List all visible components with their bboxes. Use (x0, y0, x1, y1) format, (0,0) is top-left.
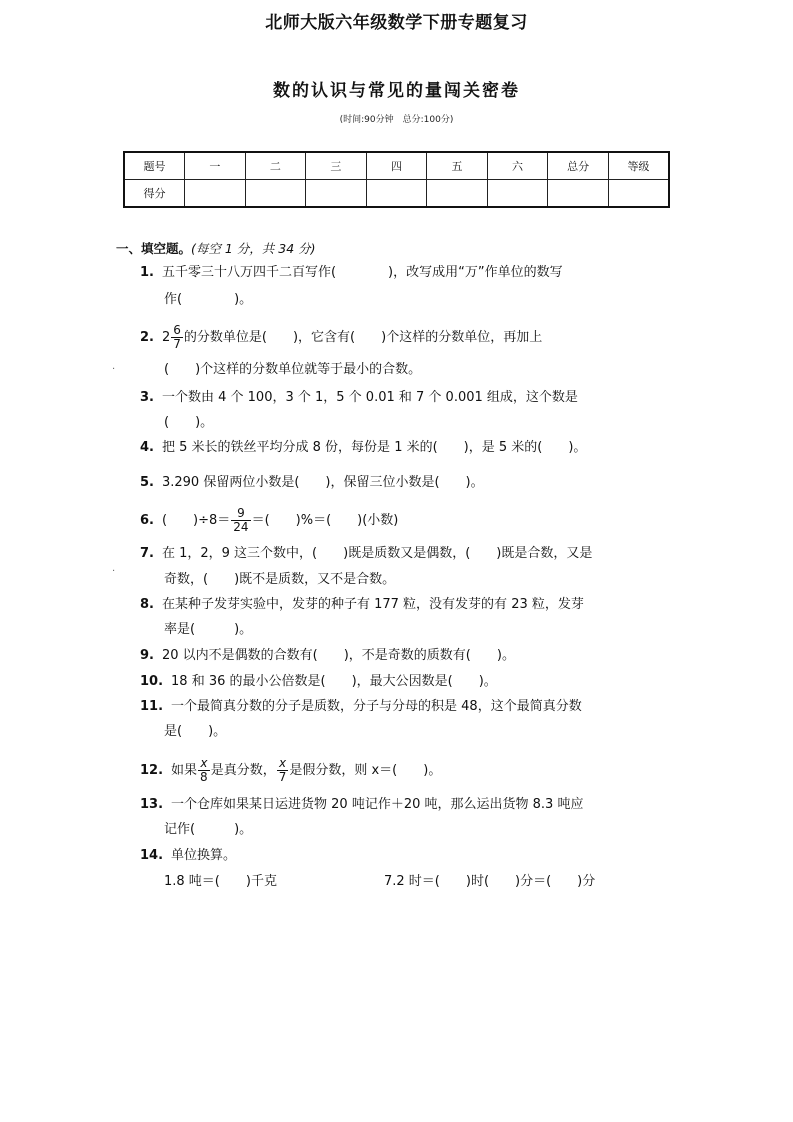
section-note: (每空 1 分，共 34 分) (191, 241, 316, 256)
fraction-numerator: 6 (173, 323, 181, 337)
score-cell: 总分 (548, 152, 609, 180)
question-7 (140, 543, 592, 564)
question-number: 6. (140, 513, 154, 528)
fraction-numerator: x (277, 757, 289, 771)
question-text: 一个仓库如果某日运进货物 20 吨记作＋20 吨，那么运出货物 8.3 吨应 (171, 797, 584, 812)
question-text: 是假分数，则 x＝( )。 (289, 763, 442, 778)
margin-mark: · (112, 364, 116, 375)
question-1 (140, 262, 563, 283)
question-11 (140, 696, 582, 717)
score-input-cell[interactable] (427, 180, 488, 208)
question-1-line2 (164, 289, 252, 310)
score-table-header-row (124, 152, 669, 180)
score-cell: 三 (306, 152, 367, 180)
score-input-cell[interactable] (608, 180, 669, 208)
question-number: 11. (140, 699, 164, 714)
question-5 (140, 472, 484, 493)
fraction-denominator: 24 (233, 520, 249, 534)
question-text: ( )个这样的分数单位就等于最小的合数。 (164, 362, 422, 377)
question-number: 12. (140, 763, 164, 778)
score-row-label: 得分 (124, 180, 185, 208)
question-text: 是真分数， (210, 763, 276, 778)
question-3 (140, 387, 578, 408)
question-text: 7.2 时＝( )时( )分＝( )分 (384, 874, 596, 889)
question-text: 五千零三十八万四千二百写作( )，改写成用“万”作单位的数写 (161, 265, 563, 280)
document-header-title: 北师大版六年级数学下册专题复习 (265, 13, 528, 33)
mixed-number-whole: 2 (161, 330, 171, 345)
fraction-denominator: 8 (200, 770, 208, 784)
section-title-text: 一、填空题。 (116, 241, 192, 256)
question-text: 一个最简真分数的分子是质数，分子与分母的积是 48，这个最简真分数 (171, 699, 582, 714)
question-text: 18 和 36 的最小公倍数是( )，最大公因数是( )。 (171, 674, 497, 689)
question-number: 10. (140, 674, 164, 689)
fraction (231, 507, 250, 534)
question-11-line2 (164, 721, 226, 742)
score-cell: 四 (366, 152, 427, 180)
question-number: 8. (140, 597, 154, 612)
question-number: 4. (140, 440, 154, 455)
score-cell: 五 (427, 152, 488, 180)
fraction-numerator: 9 (231, 507, 250, 521)
question-8-line2 (164, 619, 252, 640)
question-text: ＝( )%＝( )(小数) (251, 513, 399, 528)
section-title (116, 239, 316, 257)
fraction (277, 757, 289, 784)
time-info: (时间:90分钟 总分:100分) (339, 115, 454, 125)
question-number: 1. (140, 265, 154, 280)
question-13-line2 (164, 819, 252, 840)
question-number: 3. (140, 390, 154, 405)
fraction-denominator: 7 (173, 337, 181, 351)
question-text: 在 1，2，9 这三个数中，( )既是质数又是偶数，( )既是合数，又是 (161, 546, 593, 561)
question-7-line2 (164, 569, 395, 590)
question-number: 7. (140, 546, 154, 561)
score-cell: 一 (185, 152, 246, 180)
question-text: ( )÷8＝ (161, 513, 231, 528)
question-text: 如果 (171, 763, 198, 778)
question-3-line2 (164, 412, 213, 433)
question-text: ( )。 (164, 415, 214, 430)
question-text: 一个数由 4 个 100，3 个 1，5 个 0.01 和 7 个 0.001 组成，这个数是 (161, 390, 578, 405)
question-6 (140, 507, 398, 534)
score-cell: 六 (487, 152, 548, 180)
fraction-denominator: 7 (278, 770, 287, 784)
score-input-cell[interactable] (487, 180, 548, 208)
fraction (198, 757, 210, 784)
question-12 (140, 757, 441, 784)
score-cell: 题号 (124, 152, 185, 180)
question-number: 14. (140, 848, 164, 863)
question-text: 记作( )。 (164, 822, 253, 837)
question-9 (140, 645, 515, 666)
question-text: 3.290 保留两位小数是( )，保留三位小数是( )。 (161, 475, 484, 490)
question-text: 单位换算。 (171, 848, 237, 863)
question-text: 把 5 米长的铁丝平均分成 8 份，每份是 1 米的( )，是 5 米的( )。 (161, 440, 587, 455)
question-text: 1.8 吨＝( )千克 (164, 874, 277, 889)
question-number: 2. (140, 330, 154, 345)
question-text: 是( )。 (164, 724, 227, 739)
question-14-conversion-1 (164, 871, 277, 892)
question-number: 13. (140, 797, 164, 812)
fraction-numerator: x (198, 757, 210, 771)
question-4 (140, 437, 586, 458)
score-table (123, 151, 670, 208)
question-text: 20 以内不是偶数的合数有( )，不是奇数的质数有( )。 (161, 648, 515, 663)
question-text: 在某种子发芽实验中，发芽的种子有 177 粒，没有发芽的有 23 粒，发芽 (161, 597, 584, 612)
margin-mark: · (112, 566, 116, 577)
score-input-cell[interactable] (548, 180, 609, 208)
question-14-conversion-2 (384, 871, 595, 892)
question-2 (140, 324, 542, 351)
question-14 (140, 845, 236, 866)
question-number: 9. (140, 648, 154, 663)
question-text: 奇数，( )既不是质数，又不是合数。 (164, 572, 396, 587)
score-input-cell[interactable] (306, 180, 367, 208)
score-input-cell[interactable] (185, 180, 246, 208)
score-table-score-row (124, 180, 669, 208)
question-10 (140, 671, 497, 692)
question-2-line2 (164, 359, 421, 380)
score-cell: 等级 (608, 152, 669, 180)
question-text: 的分数单位是( )，它含有( )个这样的分数单位，再加上 (183, 330, 543, 345)
question-13 (140, 794, 583, 815)
score-input-cell[interactable] (366, 180, 427, 208)
question-8 (140, 594, 584, 615)
question-number: 5. (140, 475, 154, 490)
score-input-cell[interactable] (245, 180, 306, 208)
score-cell: 二 (245, 152, 306, 180)
question-text: 作( )。 (164, 292, 253, 307)
fraction (171, 324, 183, 351)
paper-title: 数的认识与常见的量闯关密卷 (273, 81, 520, 101)
question-text: 率是( )。 (164, 622, 253, 637)
